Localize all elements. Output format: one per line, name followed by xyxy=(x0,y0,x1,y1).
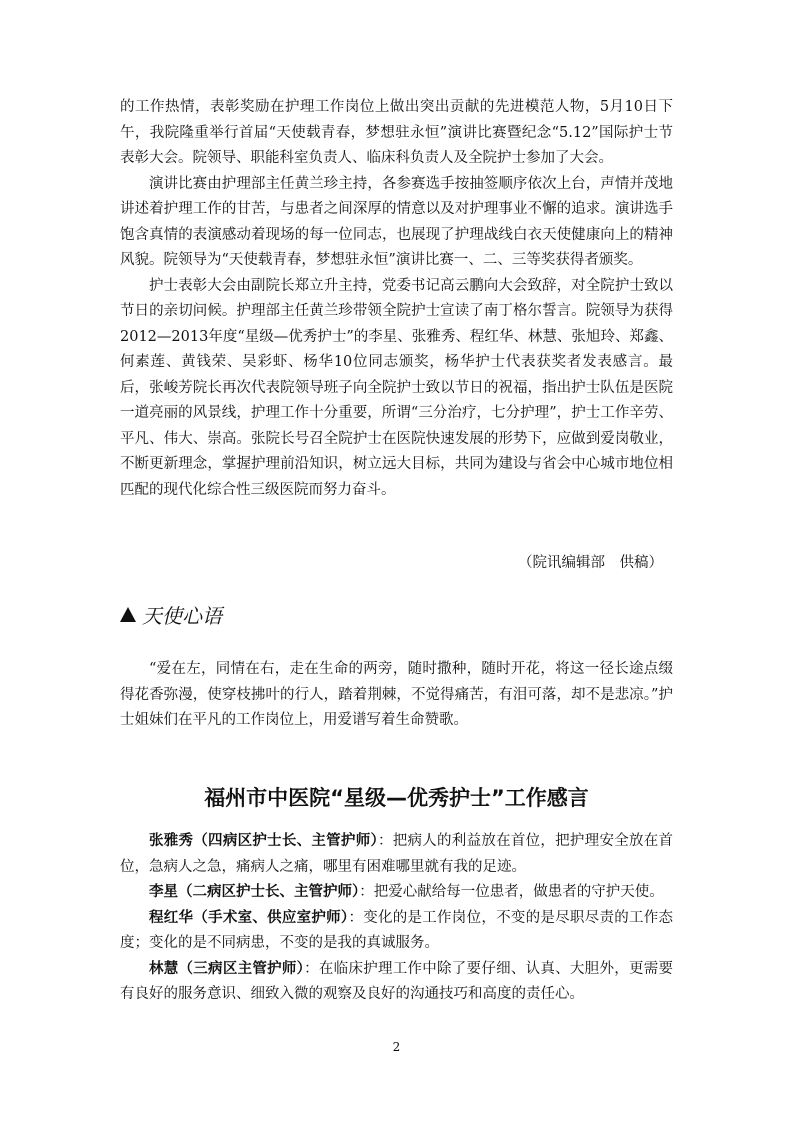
testimonial-text: ：变化的是工作岗位，不变的是尽职尽责的工作态度；变化的是不同病患，不变的是我的真诚服务。 xyxy=(120,909,674,951)
credit-line: （院讯编辑部 供稿） xyxy=(518,555,663,571)
paragraph: 护士表彰大会由副院长郑立升主持，党委书记高云鹏向大会致辞，对全院护士致以节日的亲切问候。护理部主任黄兰珍带领全院护士宣读了南丁格尔誓言。院领导为获得2012—2013年度“星级—优秀护士”的李星、张雅秀、程红华、林慧、张旭玲、郑鑫、何素莲、黄钱荣、吴彩虾、杨华10位同志颁奖，杨华护士代表获奖者发表感言。最后，张峻芳院长再次代表院领导班子向全院护士致以节日的祝福，指出护士队伍是医院一道亮丽的风景线，护理工作十分重要，所谓“三分治疗，七分护理”，护士工作辛劳、平凡、伟大、崇高。张院长号召全院护士在医院快速发展的形势下，应做到爱岗敬业，不断更新理念，掌握护理前沿知识，树立远大目标，共同为建设与省会中心城市地位相匹配的现代化综合性三级医院而努力奋斗。 xyxy=(120,277,673,498)
article-title: 福州市中医院“星级—优秀护士”工作感言 xyxy=(204,786,589,810)
page-number: 2 xyxy=(392,1040,401,1054)
quote-paragraph: “爱在左，同情在右，走在生命的两旁，随时撒种，随时开花，将这一径长途点缀得花香弥漫，使穿枝拂叶的行人，踏着荆棘，不觉得痛苦，有泪可落，却不是悲凉。”护士姐妹们在平凡的工作岗位上，用爱谱写着生命赞歌。 xyxy=(120,661,673,728)
testimonial-name: 程红华（手术室、供应室护师） xyxy=(149,909,349,926)
testimonial-text: ：把爱心献给每一位患者，做患者的守护天使。 xyxy=(359,884,664,900)
testimonial-text: ：在临床护理工作中除了要仔细、认真、大胆外，更需要有良好的服务意识、细致入微的观察及良好的沟通技巧和高度的责任心。 xyxy=(120,960,673,1002)
triangle-icon xyxy=(120,607,136,622)
section-heading-label: 天使心语 xyxy=(142,604,222,628)
paragraph: 的工作热情，表彰奖励在护理工作岗位上做出突出贡献的先进模范人物，5月10日下午，我院隆重举行首届“天使载青春，梦想驻永恒”演讲比赛暨纪念“5.12”国际护士节表彰大会。院领导、职能科室负责人、临床科负责人及全院护士参加了大会。 xyxy=(120,99,673,166)
article-body xyxy=(120,95,673,503)
testimonial-item xyxy=(120,829,673,880)
testimonial-item xyxy=(120,880,673,906)
testimonial-name: 李星（二病区护士长、主管护师） xyxy=(149,884,360,900)
testimonial-name: 张雅秀（四病区护士长、主管护师） xyxy=(149,833,378,849)
testimonial-item xyxy=(120,906,673,957)
testimonial-text: ：把病人的利益放在首位，把护理安全放在首位，急病人之急，痛病人之痛，哪里有困难哪里就有我的足迹。 xyxy=(120,833,674,875)
testimonial-name: 林慧（三病区主管护师） xyxy=(149,960,305,977)
testimonial-list xyxy=(120,829,673,1008)
paragraph: 演讲比赛由护理部主任黄兰珍主持，各参赛选手按抽签顺序依次上台，声情并茂地讲述着护理工作的甘苦，与患者之间深厚的情意以及对护理事业不懈的追求。演讲选手饱含真情的表演感动着现场的每一位同志，也展现了护理战线白衣天使健康向上的精神风貌。院领导为“天使载青春，梦想驻永恒”演讲比赛一、二、三等奖获得者颁奖。 xyxy=(120,175,673,268)
quote-block xyxy=(120,657,673,734)
testimonial-item xyxy=(120,957,673,1008)
section-heading xyxy=(120,600,222,629)
